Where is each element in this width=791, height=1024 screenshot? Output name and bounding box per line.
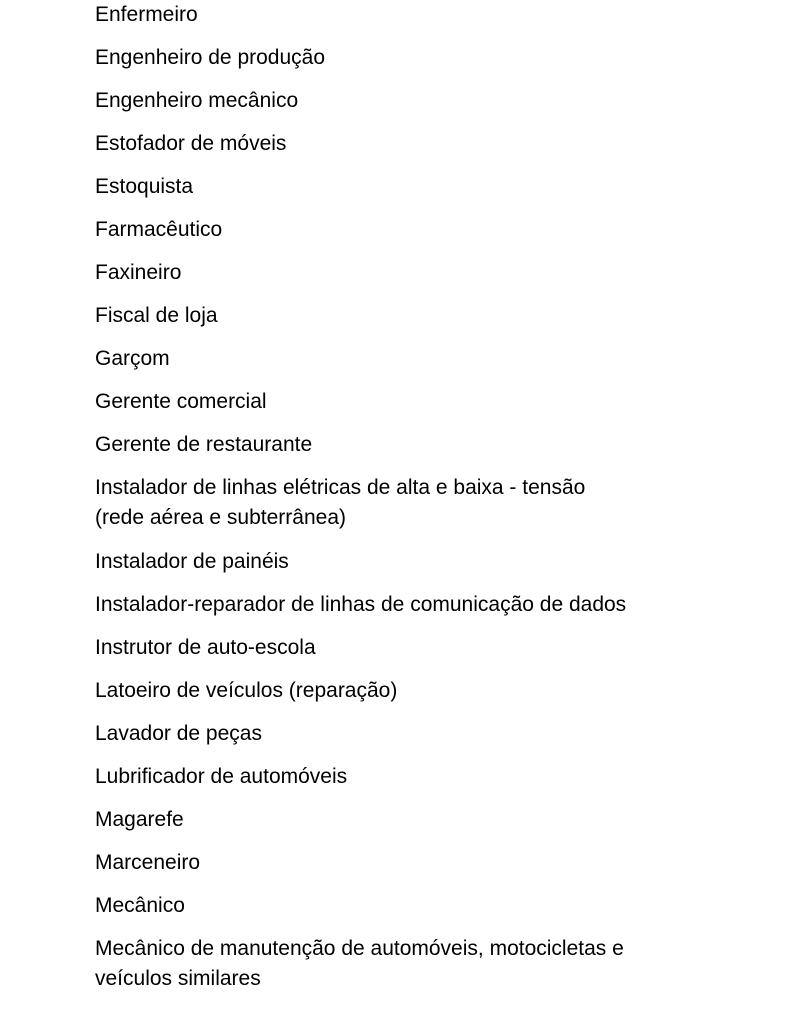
occupation-line: Fiscal de loja: [95, 304, 218, 327]
occupation-line: Engenheiro mecânico: [95, 89, 299, 112]
occupation-line: Mecânico de manutenção de automóveis, motocicletas e: [95, 937, 624, 960]
occupation-line: Lubrificador de automóveis: [95, 765, 348, 788]
occupation-line: Instalador-reparador de linhas de comunicação de dados: [95, 593, 627, 616]
occupation-line: Marceneiro: [95, 851, 201, 874]
occupation-line: Latoeiro de veículos (reparação): [95, 679, 398, 702]
occupation-item: [95, 547, 715, 577]
occupation-item: [95, 590, 715, 620]
occupation-line: veículos similares: [95, 967, 261, 990]
occupation-line: Enfermeiro: [95, 3, 198, 26]
occupation-item: [95, 719, 715, 749]
occupation-line: Garçom: [95, 347, 170, 370]
occupation-line: Instalador de painéis: [95, 550, 289, 573]
occupation-item: [95, 473, 715, 533]
occupation-line: Instalador de linhas elétricas de alta e baixa - tensão: [95, 476, 586, 499]
occupation-item: [95, 676, 715, 706]
occupation-line: Estofador de móveis: [95, 132, 287, 155]
occupation-item: [95, 344, 715, 374]
occupation-item: [95, 0, 715, 30]
occupation-line: Magarefe: [95, 808, 184, 831]
occupation-item: [95, 43, 715, 73]
occupation-item: [95, 633, 715, 663]
occupation-line: Engenheiro de produção: [95, 46, 326, 69]
occupation-item: [95, 86, 715, 116]
occupation-item: [95, 301, 715, 331]
occupation-line: Estoquista: [95, 175, 194, 198]
occupation-item: [95, 258, 715, 288]
occupation-line: Gerente de restaurante: [95, 433, 313, 456]
occupation-line: Farmacêutico: [95, 218, 223, 241]
occupation-line: Lavador de peças: [95, 722, 262, 745]
occupation-item: [95, 934, 715, 994]
occupation-item: [95, 215, 715, 245]
occupation-line: Instrutor de auto-escola: [95, 636, 316, 659]
occupation-item: [95, 387, 715, 417]
occupation-item: [95, 430, 715, 460]
occupation-item: [95, 172, 715, 202]
occupation-item: [95, 129, 715, 159]
occupation-item: [95, 762, 715, 792]
occupation-item: [95, 805, 715, 835]
occupation-line: Mecânico: [95, 894, 185, 917]
occupation-item: [95, 891, 715, 921]
occupation-line: (rede aérea e subterrânea): [95, 506, 346, 529]
occupation-line: Faxineiro: [95, 261, 182, 284]
occupation-item: [95, 848, 715, 878]
occupation-line: Gerente comercial: [95, 390, 267, 413]
